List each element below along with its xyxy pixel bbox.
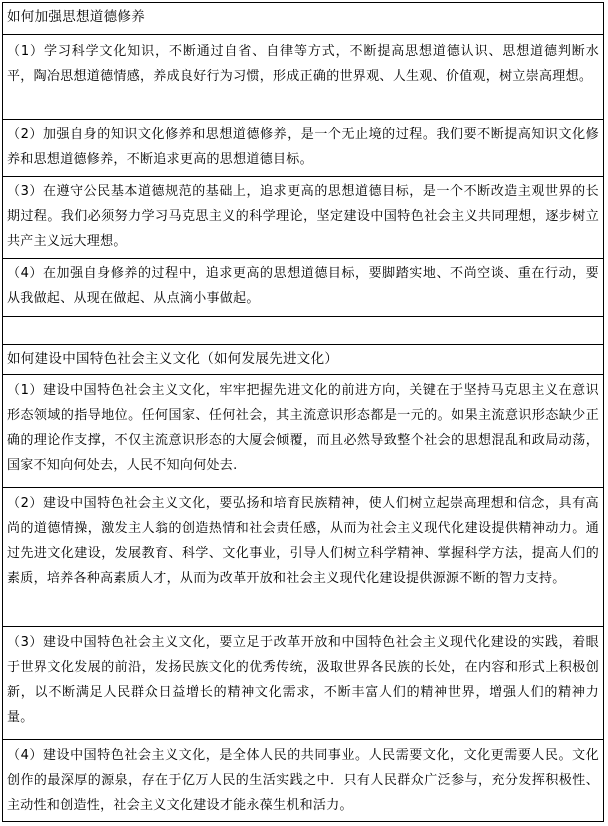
moral-cultivation-item-4: （4）在加强自身修养的过程中，追求更高的思想道德目标，要脚踏实地、不尚空谈、重在行动，要从我做起、从现在做起、从点滴小事做起。	[3, 259, 603, 317]
moral-cultivation-item-3: （3）在遵守公民基本道德规范的基础上，追求更高的思想道德目标，是一个不断改造主观世界的长期过程。我们必须努力学习马克思主义的科学理论，坚定建设中国特色社会主义共同理想，逐步树立共产主义远大理想。	[3, 177, 603, 259]
section-title-socialist-culture: 如何建设中国特色社会主义文化（如何发展先进文化）	[3, 345, 603, 375]
socialist-culture-item-2: （2）建设中国特色社会主义文化，要弘扬和培育民族精神，使人们树立起崇高理想和信念，具有高尚的道德情操，激发主人翁的创造热情和社会责任感，从而为社会主义现代化建设提供精神动力。通过先进文化建设，发展教育、科学、文化事业，引导人们树立科学精神、掌握科学方法，提高人们的素质，培养各种高素质人才，从而为改革开放和社会主义现代化建设提供源源不断的智力支持。	[3, 488, 603, 627]
empty-separator-row	[3, 317, 603, 345]
socialist-culture-item-1: （1）建设中国特色社会主义文化，牢牢把握先进文化的前进方向，关键在于坚持马克思主义在意识形态领域的指导地位。任何国家、任何社会，其主流意识形态都是一元的。如果主流意识形态缺少正确的理论作支撑，不仅主流意识形态的大厦会倾覆，而且必然导致整个社会的思想混乱和政局动荡，国家不知向何处去，人民不知向何处去.	[3, 375, 603, 488]
socialist-culture-item-4: （4）建设中国特色社会主义文化，是全体人民的共同事业。人民需要文化，文化更需要人民。文化创作的最深厚的源泉，存在于亿万人民的生活实践之中．只有人民群众广泛参与，充分发挥积极性、主动性和创造性，社会主义文化建设才能永葆生机和活力。	[7, 748, 599, 813]
moral-cultivation-item-2: （2）加强自身的知识文化修养和思想道德修养，是一个无止境的过程。我们要不断提高知识文化修养和思想道德修养，不断追求更高的思想道德目标。	[3, 120, 603, 177]
section-title-moral-cultivation: 如何加强思想道德修养	[3, 3, 603, 35]
document-table	[2, 2, 604, 822]
moral-cultivation-item-1: （1）学习科学文化知识，不断通过自省、自律等方式，不断提高思想道德认识、思想道德判断水平，陶冶思想道德情感，养成良好行为习惯，形成正确的世界观、人生观、价值观，树立崇高理想。	[3, 35, 603, 120]
socialist-culture-item-3: （3）建设中国特色社会主义文化，要立足于改革开放和中国特色社会主义现代化建设的实践，着眼于世界文化发展的前沿，发扬民族文化的优秀传统，汲取世界各民族的长处，在内容和形式上积极创新，以不断满足人民群众日益增长的精神文化需求，不断丰富人们的精神世界，增强人们的精神力量。	[3, 627, 603, 740]
